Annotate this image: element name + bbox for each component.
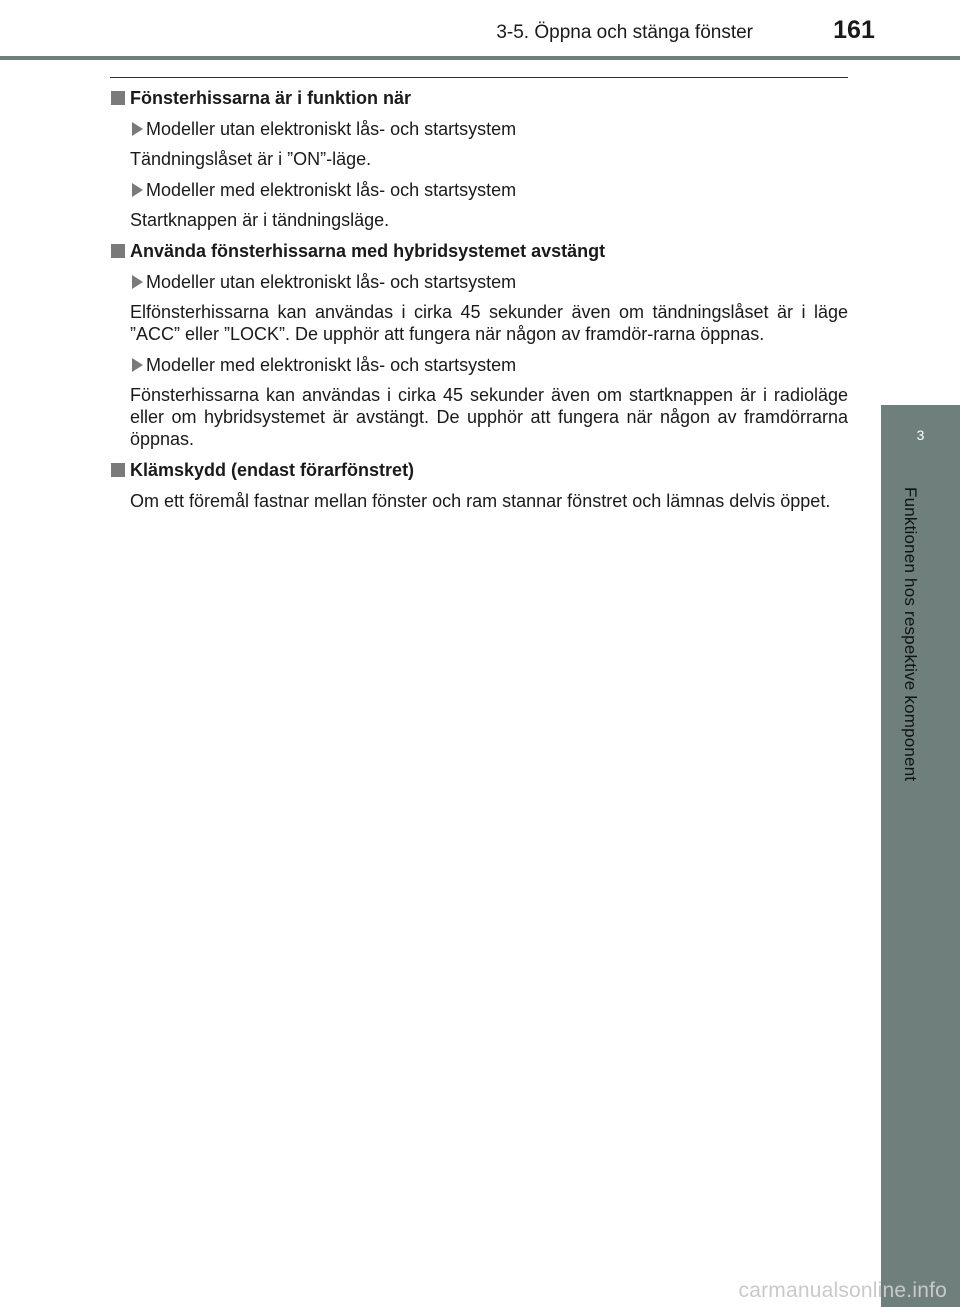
paragraph: Startknappen är i tändningsläge. — [130, 210, 390, 230]
section-heading — [111, 459, 848, 481]
arrow-bullet-icon — [132, 358, 143, 372]
condition-line — [111, 271, 848, 293]
square-bullet-icon — [111, 463, 125, 477]
content-rule — [110, 77, 848, 78]
paragraph: Fönsterhissarna kan användas i cirka 45 sekunder även om startknappen är i radioläge eller om hybridsystemet är avstängt. De upphör att fungera när någon av framdörrarna öppnas. — [130, 385, 848, 449]
paragraph: Om ett föremål fastnar mellan fönster och ram stannar fönstret och lämnas delvis öppet. — [130, 491, 831, 511]
running-header-section: 3-5. Öppna och stänga fönster — [496, 22, 753, 43]
section-heading-text: Klämskydd (endast förarfönstret) — [130, 460, 415, 480]
condition-text: Modeller med elektroniskt lås- och startsystem — [146, 180, 517, 200]
chapter-number: 3 — [916, 427, 925, 443]
section-heading — [111, 87, 848, 109]
square-bullet-icon — [111, 91, 125, 105]
paragraph: Elfönsterhissarna kan användas i cirka 45 sekunder även om tändningslåset är i läge ”ACC” eller ”LOCK”. De upphör att fungera när någon av framdör-rarna öppnas. — [130, 302, 848, 344]
section-heading-text: Fönsterhissarna är i funktion när — [130, 88, 412, 108]
condition-text: Modeller utan elektroniskt lås- och startsystem — [146, 272, 517, 292]
condition-line — [111, 118, 848, 140]
condition-text: Modeller med elektroniskt lås- och startsystem — [146, 355, 517, 375]
square-bullet-icon — [111, 244, 125, 258]
chapter-title: Funktionen hos respektive komponent — [901, 487, 920, 782]
arrow-bullet-icon — [132, 122, 143, 136]
footer-watermark: carmanualsonline.info — [738, 1279, 947, 1302]
header-rule — [0, 56, 960, 60]
condition-line — [111, 354, 848, 376]
section-heading — [111, 240, 848, 262]
paragraph: Tändningslåset är i ”ON”-läge. — [130, 149, 372, 169]
arrow-bullet-icon — [132, 183, 143, 197]
arrow-bullet-icon — [132, 275, 143, 289]
chapter-strip — [881, 477, 960, 1307]
section-heading-text: Använda fönsterhissarna med hybridsystemet avstängt — [130, 241, 606, 261]
page-number: 161 — [833, 16, 875, 44]
condition-line — [111, 179, 848, 201]
main-content — [111, 87, 848, 521]
condition-text: Modeller utan elektroniskt lås- och startsystem — [146, 119, 517, 139]
